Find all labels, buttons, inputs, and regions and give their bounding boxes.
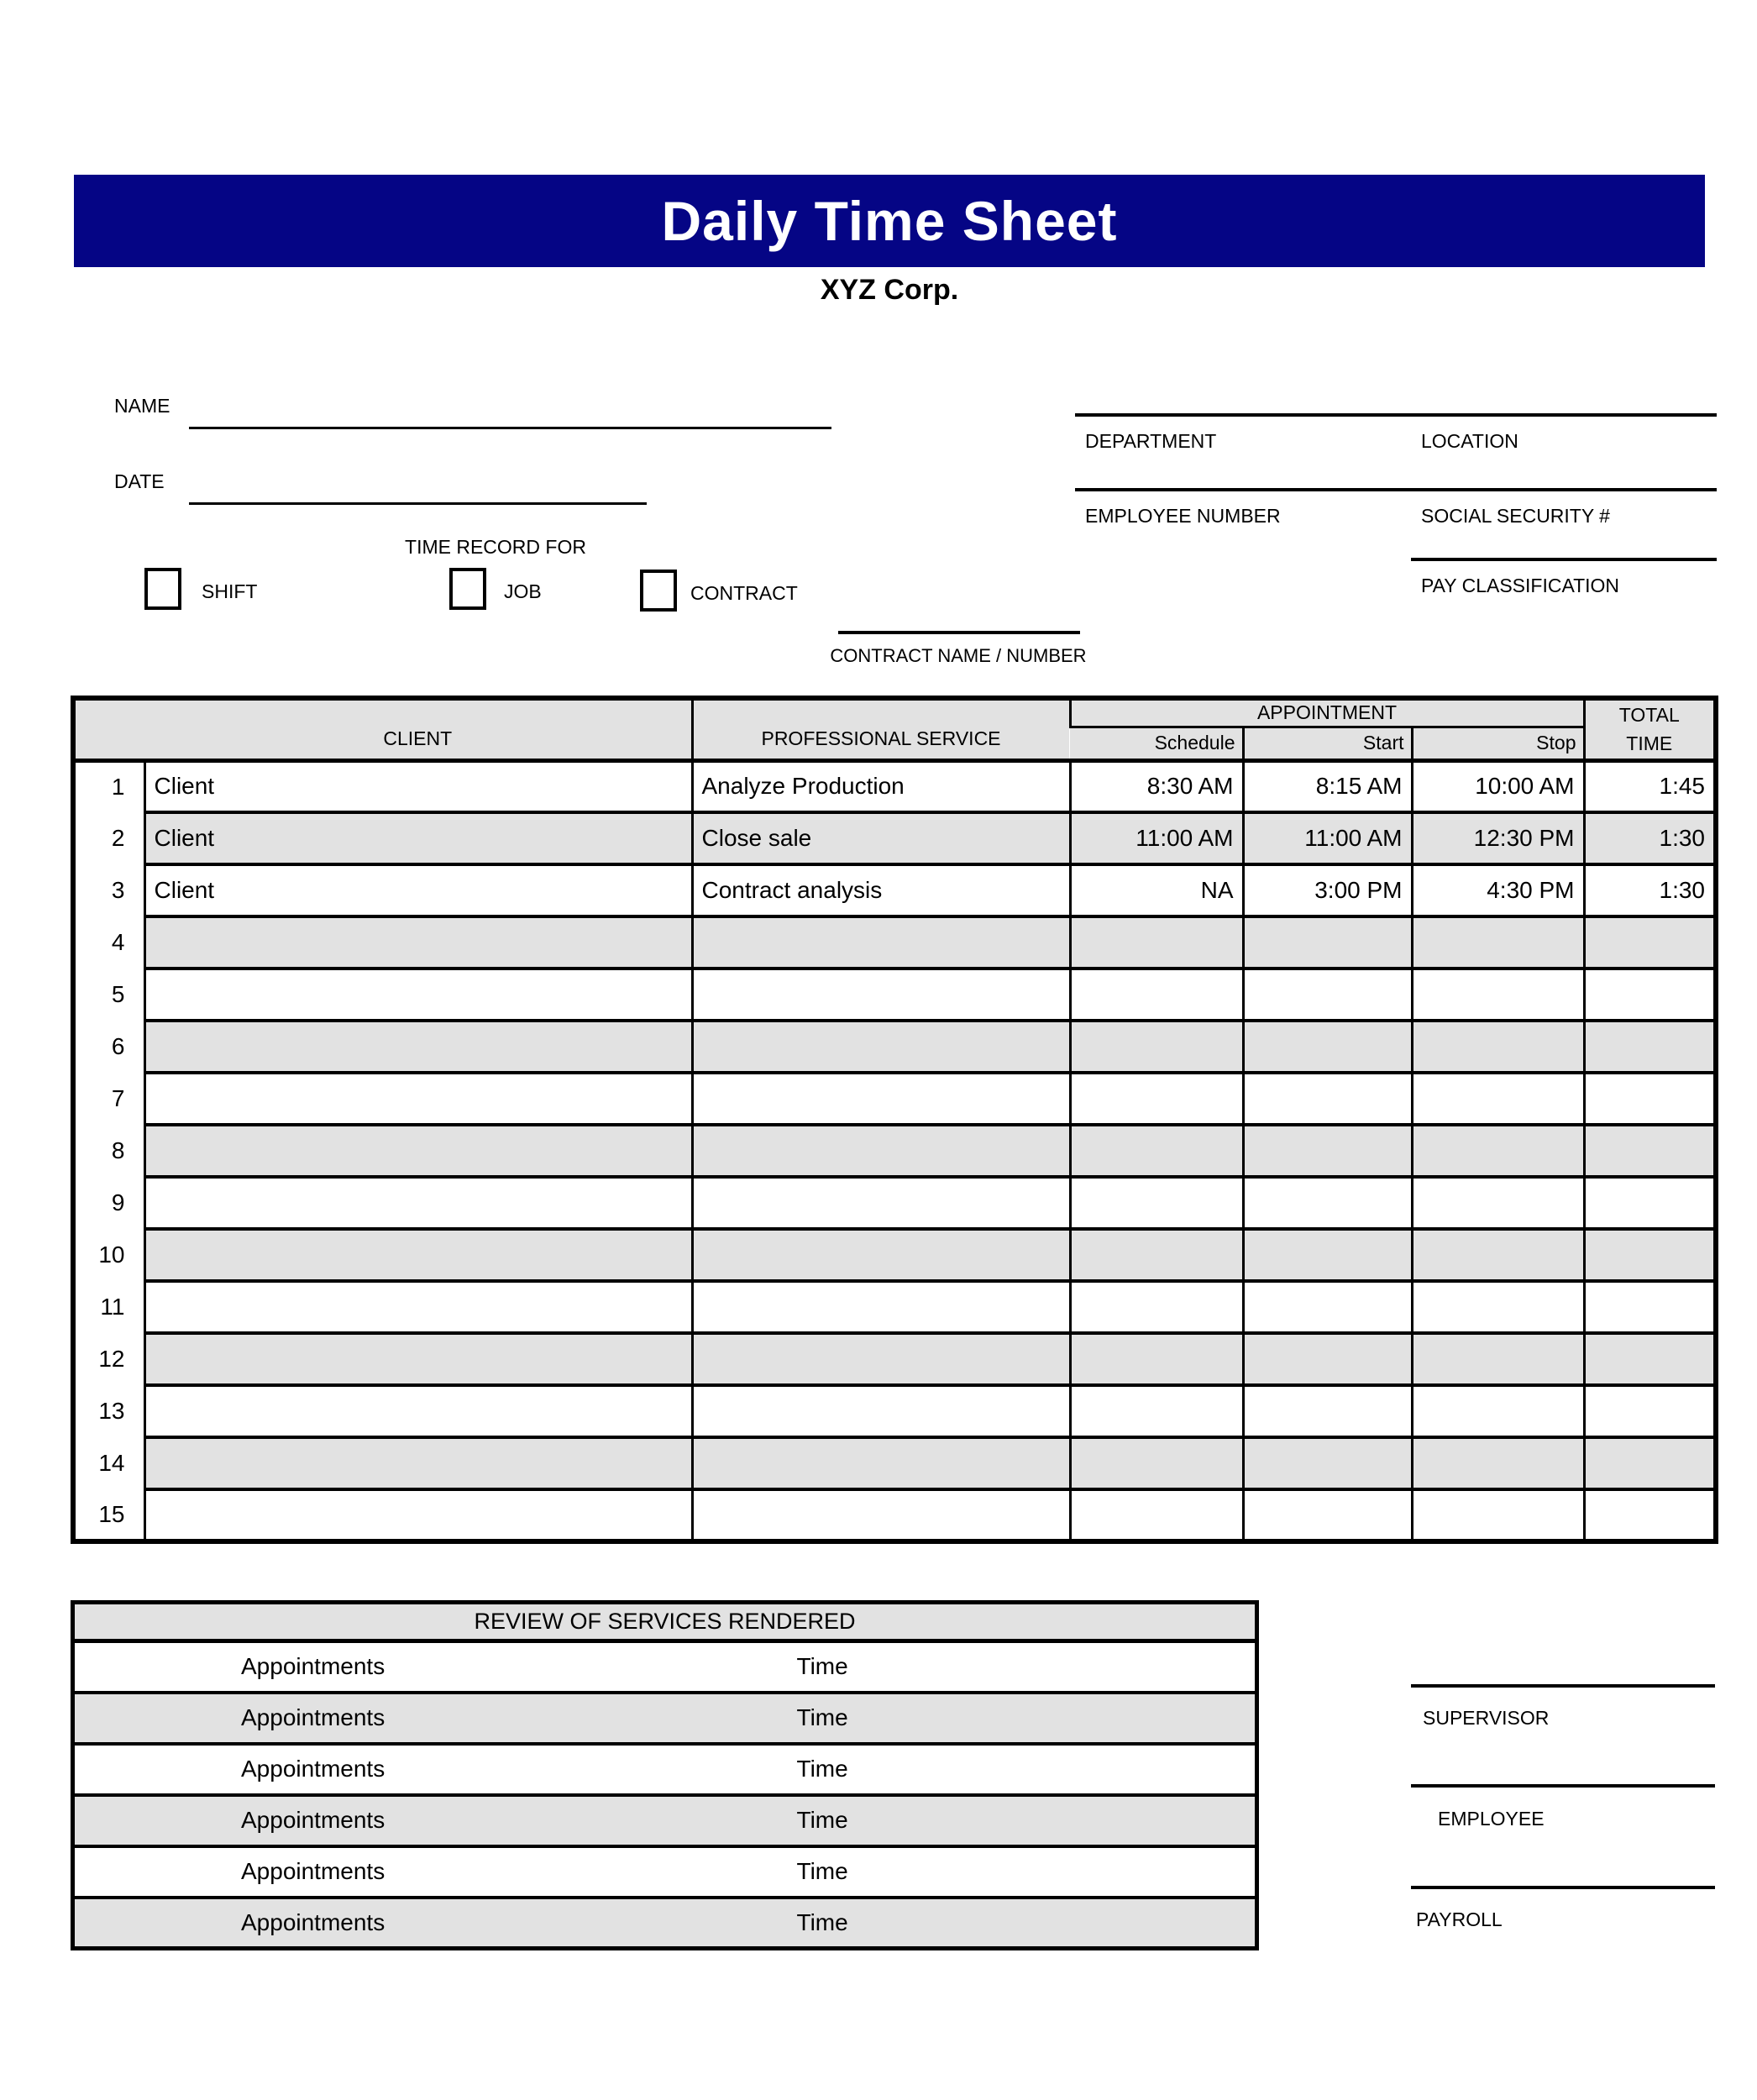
professional-service-column-header: PROFESSIONAL SERVICE [692, 698, 1070, 760]
stop-cell[interactable] [1412, 1177, 1584, 1229]
schedule-cell[interactable] [1070, 1385, 1243, 1437]
schedule-cell[interactable] [1070, 1073, 1243, 1125]
service-cell[interactable] [692, 1281, 1070, 1333]
start-cell[interactable] [1243, 1333, 1412, 1385]
table-row [73, 1125, 1716, 1177]
total-cell[interactable] [1584, 1229, 1716, 1281]
time-label[interactable]: Time [796, 1653, 848, 1680]
table-row [73, 1437, 1716, 1489]
total-cell[interactable] [1584, 1021, 1716, 1073]
review-row [73, 1641, 1257, 1693]
client-cell[interactable] [144, 1333, 692, 1385]
employee-label: EMPLOYEE [1438, 1808, 1545, 1830]
row-number: 14 [73, 1437, 144, 1489]
row-number: 3 [73, 864, 144, 916]
stop-cell[interactable] [1412, 1489, 1584, 1541]
row-number: 8 [73, 1125, 144, 1177]
start-cell[interactable] [1243, 1385, 1412, 1437]
schedule-cell[interactable] [1070, 1489, 1243, 1541]
service-cell[interactable] [692, 1333, 1070, 1385]
client-column-header: CLIENT [144, 698, 692, 760]
shift-label: SHIFT [202, 580, 258, 602]
appointments-label[interactable]: Appointments [73, 1795, 627, 1846]
total-cell[interactable]: 1:30 [1584, 812, 1716, 864]
stop-cell[interactable] [1412, 1229, 1584, 1281]
table-row [73, 1281, 1716, 1333]
table-row [73, 760, 1716, 812]
appointment-group-header: APPOINTMENT [1070, 698, 1584, 727]
table-row [73, 812, 1716, 864]
row-number: 2 [73, 812, 144, 864]
name-label: NAME [114, 395, 170, 417]
service-cell[interactable]: Close sale [692, 812, 1070, 864]
service-cell[interactable] [692, 916, 1070, 969]
row-number: 6 [73, 1021, 144, 1073]
client-cell[interactable] [144, 1073, 692, 1125]
schedule-cell[interactable] [1070, 1333, 1243, 1385]
row-number: 4 [73, 916, 144, 969]
total-cell[interactable] [1584, 1437, 1716, 1489]
stop-cell[interactable] [1412, 1385, 1584, 1437]
contract-checkbox[interactable] [640, 570, 677, 612]
row-number-column-header [73, 698, 144, 760]
service-cell[interactable]: Contract analysis [692, 864, 1070, 916]
date-input-line[interactable] [189, 502, 647, 505]
title-banner [74, 175, 1705, 267]
service-cell[interactable] [692, 1125, 1070, 1177]
supervisor-label: SUPERVISOR [1423, 1707, 1550, 1729]
shift-checkbox[interactable] [144, 568, 181, 610]
page-title: Daily Time Sheet [661, 190, 1118, 252]
appointments-label[interactable]: Appointments [73, 1744, 627, 1795]
start-cell[interactable]: 3:00 PM [1243, 864, 1412, 916]
contract-label: CONTRACT [690, 582, 798, 604]
pay-classification-label: PAY CLASSIFICATION [1421, 575, 1620, 596]
stop-cell[interactable]: 4:30 PM [1412, 864, 1584, 916]
job-label: JOB [504, 580, 542, 602]
employee-signature-line[interactable] [1411, 1784, 1715, 1788]
table-row [73, 1073, 1716, 1125]
payroll-label: PAYROLL [1416, 1908, 1503, 1930]
service-cell[interactable] [692, 1177, 1070, 1229]
total-cell[interactable] [1584, 1333, 1716, 1385]
service-cell[interactable]: Analyze Production [692, 760, 1070, 812]
schedule-cell[interactable] [1070, 969, 1243, 1021]
pay-classification-line[interactable] [1411, 558, 1717, 561]
schedule-cell[interactable] [1070, 1229, 1243, 1281]
row-number: 9 [73, 1177, 144, 1229]
table-row [73, 1333, 1716, 1385]
start-cell[interactable] [1243, 1489, 1412, 1541]
start-cell[interactable]: 11:00 AM [1243, 812, 1412, 864]
start-cell[interactable] [1243, 1229, 1412, 1281]
start-cell[interactable] [1243, 969, 1412, 1021]
review-row [73, 1693, 1257, 1744]
client-cell[interactable] [144, 916, 692, 969]
start-cell[interactable] [1243, 1021, 1412, 1073]
client-cell[interactable] [144, 969, 692, 1021]
service-cell[interactable] [692, 969, 1070, 1021]
table-row [73, 1385, 1716, 1437]
client-cell[interactable] [144, 1489, 692, 1541]
review-table [71, 1600, 1259, 1950]
stop-cell[interactable] [1412, 1021, 1584, 1073]
table-row [73, 1229, 1716, 1281]
start-cell[interactable]: 8:15 AM [1243, 760, 1412, 812]
total-cell[interactable]: 1:30 [1584, 864, 1716, 916]
review-row [73, 1795, 1257, 1846]
start-cell[interactable] [1243, 1437, 1412, 1489]
employee-number-label: EMPLOYEE NUMBER [1085, 505, 1281, 527]
row-number: 12 [73, 1333, 144, 1385]
stop-cell[interactable] [1412, 969, 1584, 1021]
date-label: DATE [114, 470, 165, 492]
time-label[interactable]: Time [627, 1693, 1257, 1744]
schedule-cell[interactable] [1070, 1021, 1243, 1073]
table-row [73, 1489, 1716, 1541]
table-row [73, 1021, 1716, 1073]
schedule-cell[interactable]: 8:30 AM [1070, 760, 1243, 812]
schedule-column-header: Schedule [1070, 727, 1243, 760]
time-record-for-label: TIME RECORD FOR [405, 536, 586, 558]
stop-cell[interactable] [1412, 916, 1584, 969]
schedule-cell[interactable] [1070, 1177, 1243, 1229]
row-number: 15 [73, 1489, 144, 1541]
employee-number-ssn-line[interactable] [1075, 488, 1717, 491]
start-cell[interactable] [1243, 1125, 1412, 1177]
row-number: 11 [73, 1281, 144, 1333]
review-row [73, 1744, 1257, 1795]
total-cell[interactable] [1584, 1489, 1716, 1541]
stop-column-header: Stop [1412, 727, 1584, 760]
service-cell[interactable] [692, 1489, 1070, 1541]
social-security-label: SOCIAL SECURITY # [1421, 505, 1610, 527]
row-number: 1 [73, 760, 144, 812]
schedule-cell[interactable] [1070, 1281, 1243, 1333]
review-row [73, 1846, 1257, 1898]
client-cell[interactable]: Client [144, 760, 692, 812]
row-number: 13 [73, 1385, 144, 1437]
client-cell[interactable] [144, 1125, 692, 1177]
location-label: LOCATION [1421, 430, 1518, 452]
row-number: 5 [73, 969, 144, 1021]
appointments-label[interactable]: Appointments [241, 1653, 385, 1680]
client-cell[interactable] [144, 1021, 692, 1073]
total-time-header-line2: TIME [1626, 732, 1673, 755]
total-cell[interactable] [1584, 1281, 1716, 1333]
total-cell[interactable] [1584, 969, 1716, 1021]
client-cell[interactable] [144, 1177, 692, 1229]
start-column-header: Start [1243, 727, 1412, 760]
total-time-header-line1: TOTAL [1618, 704, 1680, 727]
review-row [73, 1898, 1257, 1949]
schedule-cell[interactable] [1070, 1125, 1243, 1177]
total-cell[interactable] [1584, 1177, 1716, 1229]
start-cell[interactable] [1243, 1073, 1412, 1125]
schedule-cell[interactable]: NA [1070, 864, 1243, 916]
row-number: 10 [73, 1229, 144, 1281]
appointments-label[interactable]: Appointments [73, 1846, 627, 1898]
service-cell[interactable] [692, 1229, 1070, 1281]
supervisor-signature-line[interactable] [1411, 1684, 1715, 1688]
name-input-line[interactable] [189, 427, 831, 429]
schedule-cell[interactable]: 11:00 AM [1070, 812, 1243, 864]
start-cell[interactable] [1243, 916, 1412, 969]
client-cell[interactable] [144, 1437, 692, 1489]
time-label[interactable]: Time [627, 1898, 1257, 1949]
total-cell[interactable]: 1:45 [1584, 760, 1716, 812]
company-name: XYZ Corp. [820, 274, 959, 306]
contract-name-input-line[interactable] [838, 631, 1080, 634]
stop-cell[interactable] [1412, 1281, 1584, 1333]
row-number: 7 [73, 1073, 144, 1125]
total-time-column-header [1584, 698, 1716, 760]
table-row [73, 864, 1716, 916]
job-checkbox[interactable] [449, 568, 486, 610]
time-label[interactable]: Time [627, 1795, 1257, 1846]
client-cell[interactable] [144, 1229, 692, 1281]
department-location-line[interactable] [1075, 413, 1717, 417]
total-cell[interactable] [1584, 1385, 1716, 1437]
client-cell[interactable] [144, 1281, 692, 1333]
table-row [73, 969, 1716, 1021]
appointments-label[interactable]: Appointments [73, 1898, 627, 1949]
total-cell[interactable] [1584, 916, 1716, 969]
table-row [73, 1177, 1716, 1229]
service-cell[interactable] [692, 1385, 1070, 1437]
stop-cell[interactable]: 12:30 PM [1412, 812, 1584, 864]
time-label[interactable]: Time [627, 1744, 1257, 1795]
total-cell[interactable] [1584, 1073, 1716, 1125]
schedule-cell[interactable] [1070, 916, 1243, 969]
client-cell[interactable]: Client [144, 812, 692, 864]
contract-name-label: CONTRACT NAME / NUMBER [830, 645, 1087, 666]
start-cell[interactable] [1243, 1177, 1412, 1229]
client-cell[interactable]: Client [144, 864, 692, 916]
service-cell[interactable] [692, 1437, 1070, 1489]
stop-cell[interactable]: 10:00 AM [1412, 760, 1584, 812]
payroll-signature-line[interactable] [1411, 1886, 1715, 1889]
timesheet-table [71, 696, 1718, 1544]
total-cell[interactable] [1584, 1125, 1716, 1177]
stop-cell[interactable] [1412, 1125, 1584, 1177]
service-cell[interactable] [692, 1073, 1070, 1125]
stop-cell[interactable] [1412, 1437, 1584, 1489]
appointments-label[interactable]: Appointments [73, 1693, 627, 1744]
client-cell[interactable] [144, 1385, 692, 1437]
time-label[interactable]: Time [627, 1846, 1257, 1898]
stop-cell[interactable] [1412, 1333, 1584, 1385]
start-cell[interactable] [1243, 1281, 1412, 1333]
department-label: DEPARTMENT [1085, 430, 1217, 452]
schedule-cell[interactable] [1070, 1437, 1243, 1489]
table-row [73, 916, 1716, 969]
review-title: REVIEW OF SERVICES RENDERED [73, 1603, 1257, 1641]
stop-cell[interactable] [1412, 1073, 1584, 1125]
service-cell[interactable] [692, 1021, 1070, 1073]
